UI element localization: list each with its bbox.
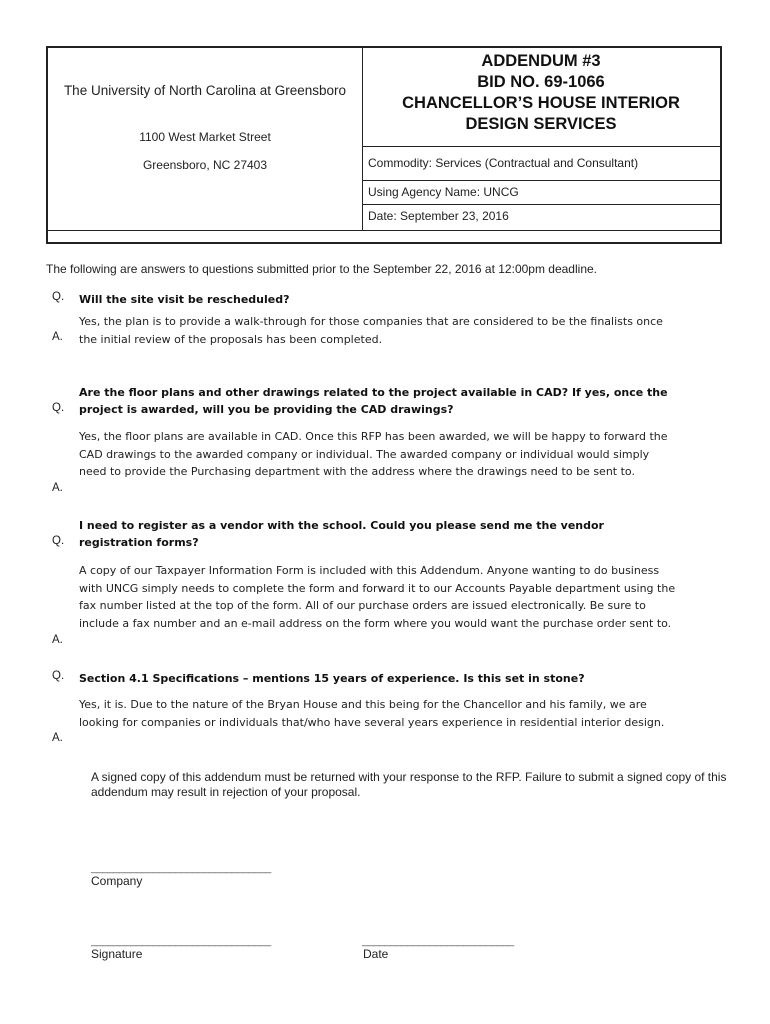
question-label: Q. [52, 670, 65, 682]
qa-item [46, 517, 686, 652]
street-address: 1100 West Market Street [139, 130, 271, 144]
header-divider [362, 204, 720, 205]
question-text: Will the site visit be rescheduled? [79, 293, 290, 306]
answer-text: Yes, it is. Due to the nature of the Bryan House and this being for the Chancellor and his family, we are looking for companies or individuals that/who have several years experience in residential interior design. [79, 698, 665, 729]
signature-notice: A signed copy of this addendum must be returned with your response to the RFP. Failure to submit a signed copy of this addendum may result in rejection of your proposal. [91, 770, 727, 799]
project-title-line2: DESIGN SERVICES [465, 115, 617, 133]
qa-item [46, 384, 686, 499]
date-signature-line[interactable]: ___________________________ [362, 935, 514, 947]
answer-label: A. [52, 634, 63, 646]
question-text: I need to register as a vendor with the school. Could you please send me the vendor registration forms? [79, 519, 604, 549]
date-field: Date: September 23, 2016 [368, 209, 509, 223]
answer-label: A. [52, 732, 63, 744]
header-divider [48, 230, 720, 231]
question-text: Are the floor plans and other drawings related to the project available in CAD? If yes, once the project is awarded, will you be providing the CAD drawings? [79, 386, 668, 416]
bid-number: BID NO. 69-1066 [477, 73, 605, 91]
date-label: Date [363, 947, 389, 961]
qa-item [46, 670, 686, 750]
answer-label: A. [52, 482, 63, 494]
question-label: Q. [52, 291, 65, 303]
signature-line[interactable]: ________________________________ [91, 935, 271, 947]
answer-text: Yes, the plan is to provide a walk-through for those companies that are considered to be the finalists once the initial review of the proposals has been completed. [79, 315, 663, 346]
issuer-block [48, 48, 362, 230]
city-address: Greensboro, NC 27403 [142, 158, 268, 172]
header-divider [362, 180, 720, 181]
question-label: Q. [52, 402, 65, 414]
university-name: The University of North Carolina at Greensboro [63, 83, 347, 98]
answer-text: Yes, the floor plans are available in CAD. Once this RFP has been awarded, we will be happy to forward the CAD drawings to the awarded company or individual. The awarded company or individual would simply need to provide the Purchasing department with the address where the drawings need to be sent to. [79, 430, 668, 478]
question-text: Section 4.1 Specifications – mentions 15 years of experience. Is this set in stone? [79, 672, 585, 685]
question-label: Q. [52, 535, 65, 547]
intro-text: The following are answers to questions submitted prior to the September 22, 2016 at 12:00pm deadline. [46, 262, 597, 276]
company-label: Company [91, 874, 143, 888]
answer-text: A copy of our Taxpayer Information Form is included with this Addendum. Anyone wanting to do business with UNCG simply needs to complete the form and forward it to our Accounts Payable department using the fax number listed at the top of the form. All of our purchase orders are issued electronically. Be sure to include a fax number and an e-mail address on the form where you would want the purchase order sent to. [79, 564, 676, 630]
project-title-line1: CHANCELLOR’S HOUSE INTERIOR [402, 94, 680, 112]
addendum-title-block [362, 51, 720, 135]
header-box [46, 46, 722, 244]
agency-field: Using Agency Name: UNCG [368, 185, 519, 199]
answer-label: A. [52, 331, 63, 343]
header-divider [362, 146, 720, 147]
qa-item [46, 291, 686, 351]
commodity-field: Commodity: Services (Contractual and Consultant) [368, 156, 639, 170]
company-signature-line[interactable]: ________________________________ [91, 862, 271, 874]
addendum-number: ADDENDUM #3 [481, 52, 601, 70]
signature-label: Signature [91, 947, 143, 961]
